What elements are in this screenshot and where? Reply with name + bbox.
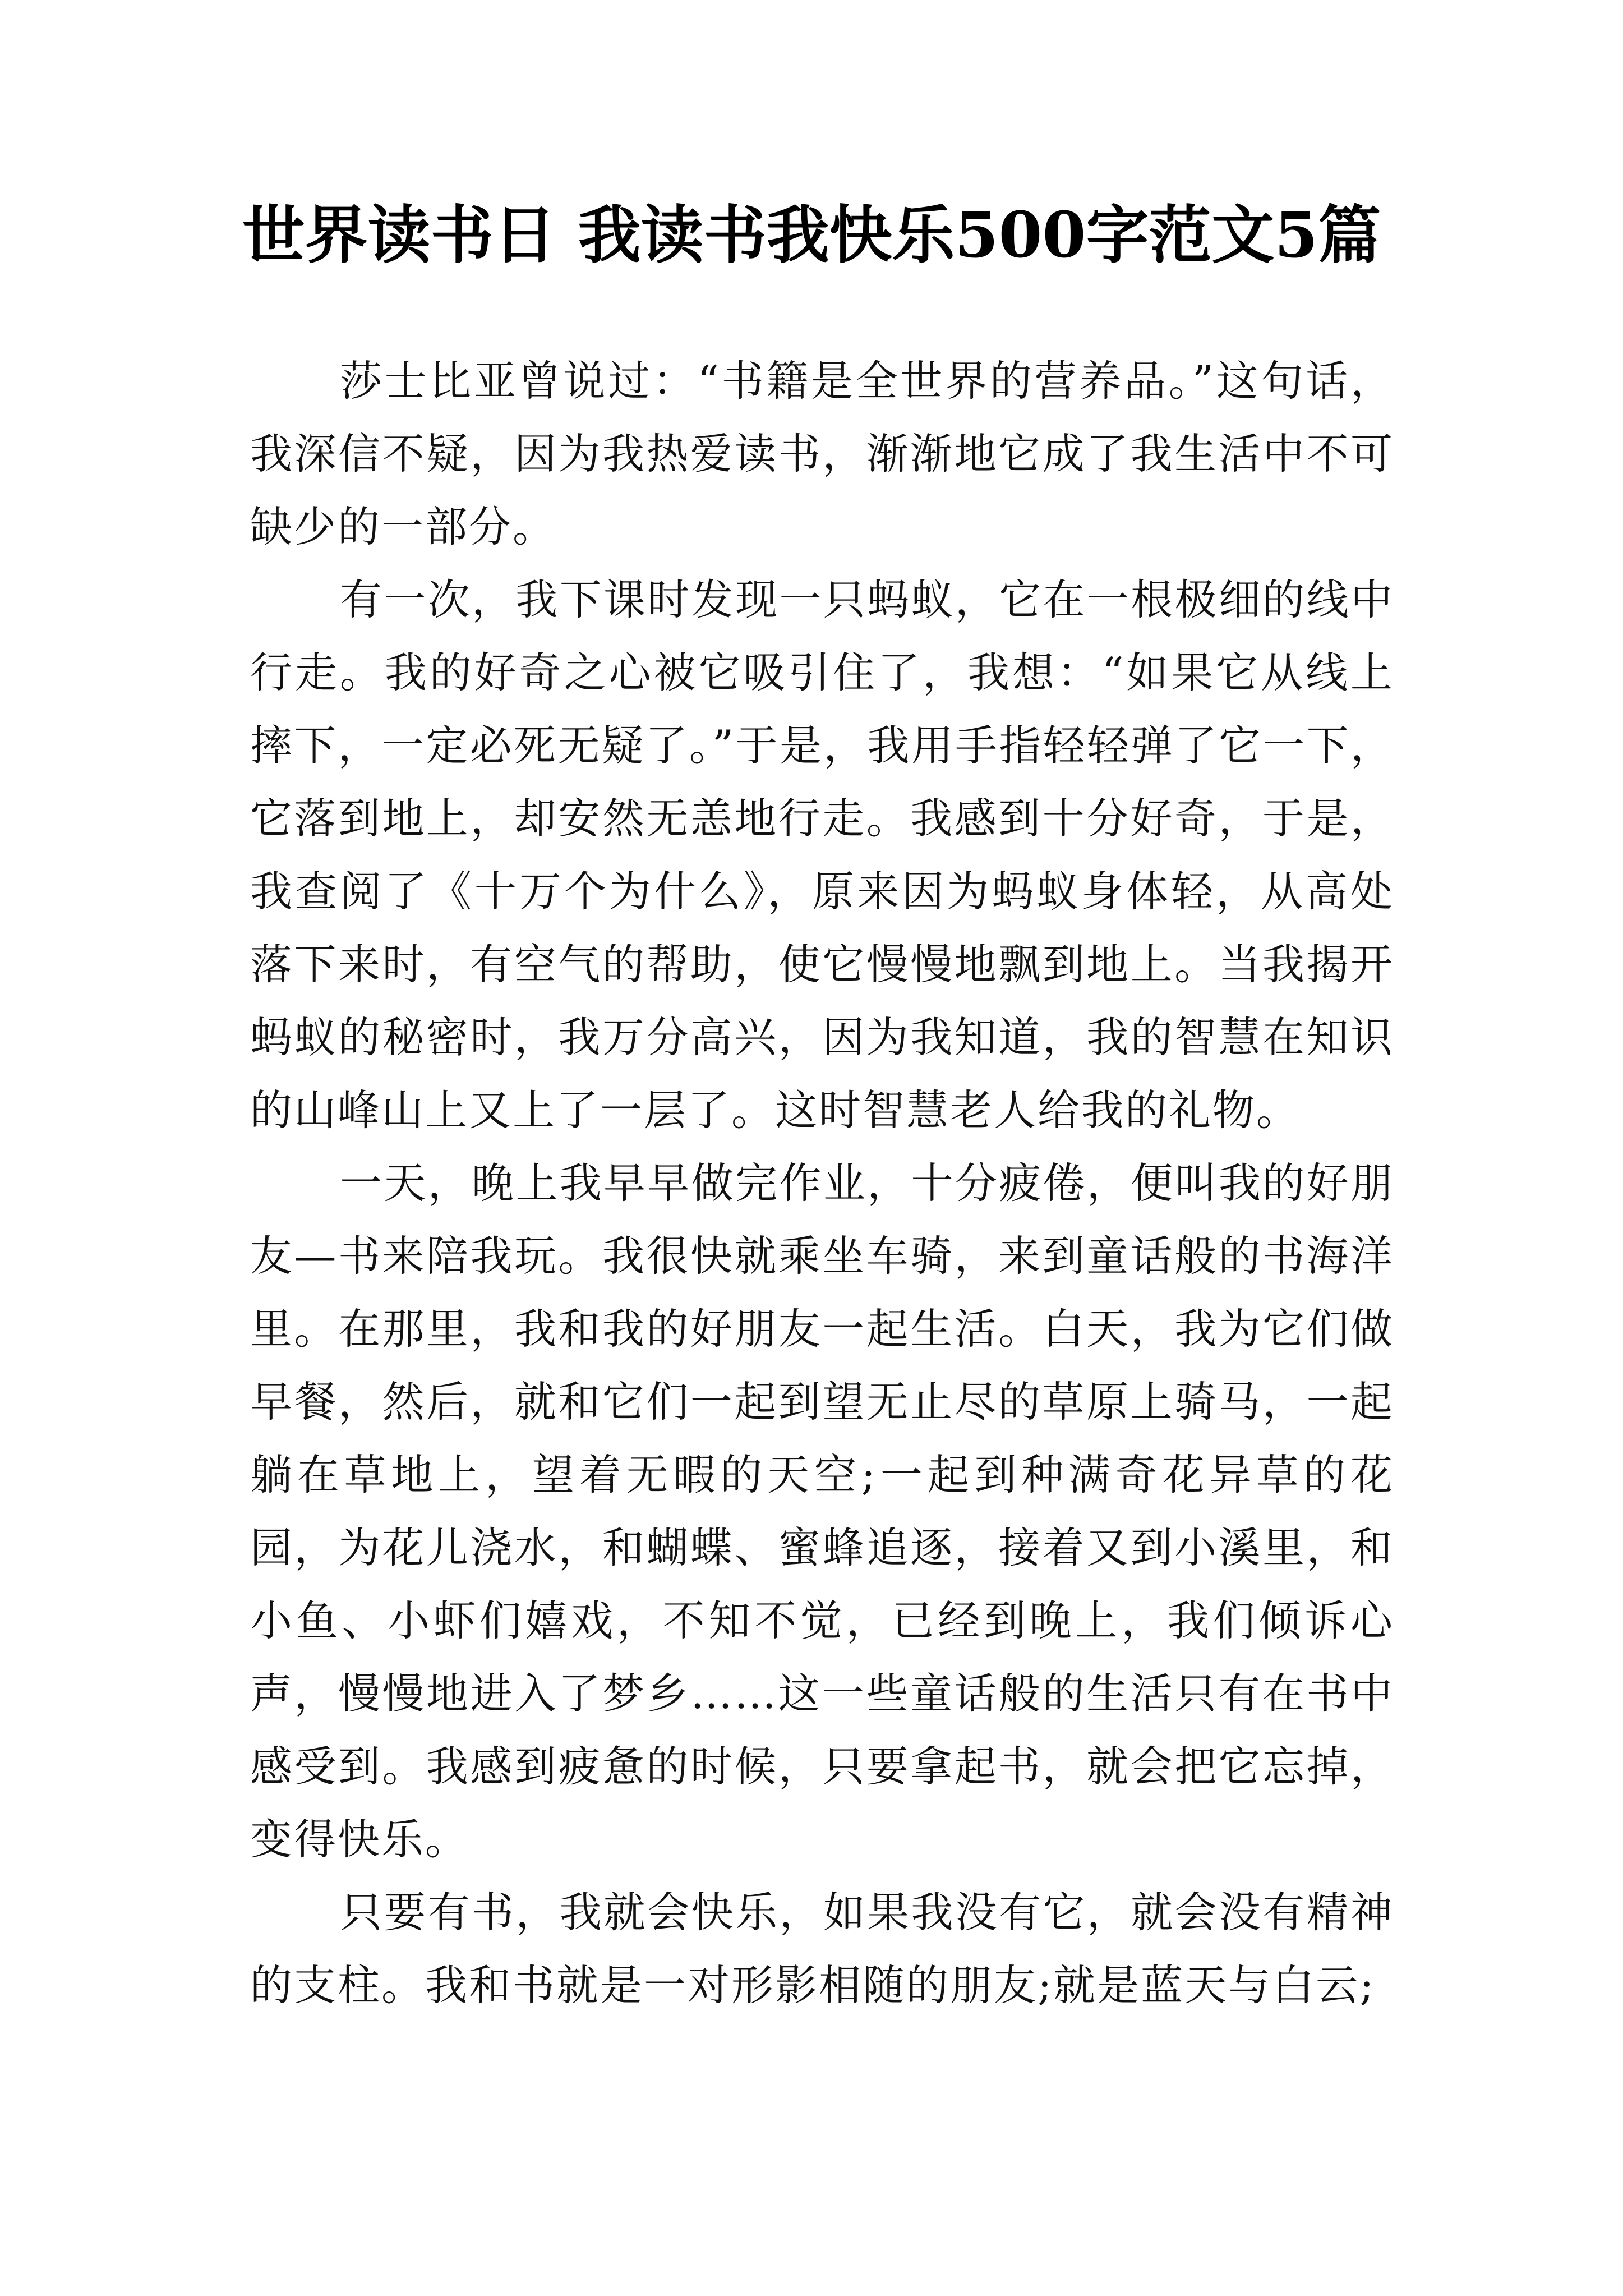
document-title: 世界读书日 我读书我快乐500字范文5篇 [242,199,1381,272]
paragraph-1: 莎士比亚曾说过：“书籍是全世界的营养品。”这句话，我深信不疑，因为我热爱读书，渐渐地它成了我生活中不可缺少的一部分。 [250,356,1394,551]
paragraph-4: 只要有书，我就会快乐，如果我没有它，就会没有精神的支柱。我和书就是一对形影相随的朋友;就是蓝天与白云; [250,1888,1394,2010]
paragraph-2: 有一次，我下课时发现一只蚂蚁，它在一根极细的线中行走。我的好奇之心被它吸引住了，我想：“如果它从线上摔下，一定必死无疑了。”于是，我用手指轻轻弹了它一下，它落到地上，却安然无恙地行走。我感到十分好奇，于是，我查阅了《十万个为什么》，原来因为蚂蚁身体轻，从高处落下来时，有空气的帮助，使它慢慢地飘到地上。当我揭开蚂蚁的秘密时，我万分高兴，因为我知道，我的智慧在知识的山峰山上又上了一层了。这时智慧老人给我的礼物。 [250,575,1394,1135]
document-body [250,344,1394,2022]
paragraph-3: 一天，晚上我早早做完作业，十分疲倦，便叫我的好朋友—书来陪我玩。我很快就乘坐车骑，来到童话般的书海洋里。在那里，我和我的好朋友一起生活。白天，我为它们做早餐，然后，就和它们一起到望无止尽的草原上骑马，一起躺在草地上，望着无暇的天空;一起到种满奇花异草的花园，为花儿浇水，和蝴蝶、蜜蜂追逐，接着又到小溪里，和小鱼、小虾们嬉戏，不知不觉，已经到晚上，我们倾诉心声，慢慢地进入了梦乡……这一些童话般的生活只有在书中感受到。我感到疲惫的时候，只要拿起书，就会把它忘掉，变得快乐。 [250,1158,1394,1864]
